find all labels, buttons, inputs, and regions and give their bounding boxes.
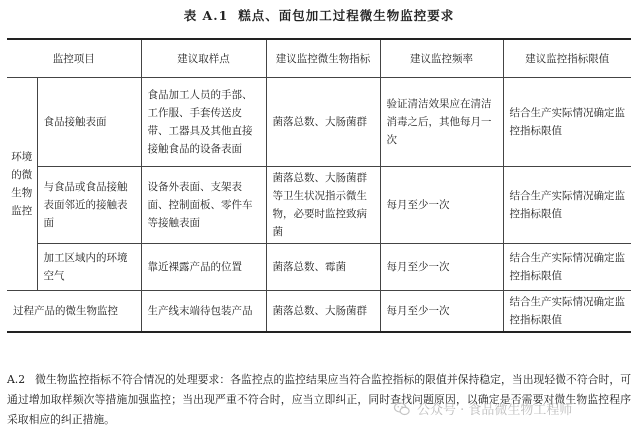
row-indicator-cell: 菌落总数、大肠菌群等卫生状况指示微生物，必要时监控致病菌 <box>266 167 380 244</box>
watermark <box>393 399 572 418</box>
row-indicator-cell: 菌落总数、霉菌 <box>266 244 380 291</box>
row-limit-cell: 结合生产实际情况确定监控指标限值 <box>503 167 631 244</box>
row-item-cell: 食品接触表面 <box>37 78 141 167</box>
row-indicator-cell: 菌落总数、大肠菌群 <box>266 78 380 167</box>
table-title-text: 糕点、面包加工过程微生物监控要求 <box>238 8 455 23</box>
row-sampling-cell: 设备外表面、支架表面、控制面板、零件车等接触表面 <box>141 167 266 244</box>
table-row <box>7 244 631 291</box>
table-row <box>7 167 631 244</box>
env-monitoring-group-cell: 环境的微生物监控 <box>7 78 37 291</box>
wechat-icon <box>393 400 411 418</box>
row-frequency-cell: 每月至少一次 <box>380 167 503 244</box>
process-frequency-cell: 每月至少一次 <box>380 291 503 333</box>
header-monitoring-item: 监控项目 <box>7 39 141 78</box>
row-item-cell: 加工区域内的环境空气 <box>37 244 141 291</box>
row-limit-cell: 结合生产实际情况确定监控指标限值 <box>503 244 631 291</box>
header-limit: 建议监控指标限值 <box>503 39 631 78</box>
watermark-text: 公众号 · 食品微生物工程师 <box>417 403 573 418</box>
header-indicator: 建议监控微生物指标 <box>266 39 380 78</box>
note-text: 微生物监控指标不符合情况的处理要求：各监控点的监控结果应当符合监控指标的限值并保持稳定，当出现轻微不符合时，可通过增加取样频次等措施加强监控；当出现严重不符合时，应当立即纠正，同时查找问题原因，以确定是否需要对微生物监控程序采取相应的纠正措施。 <box>7 373 631 426</box>
row-frequency-cell: 验证清洁效果应在清洁消毒之后，其他每月一次 <box>380 78 503 167</box>
table-row <box>7 78 631 167</box>
table-number: 表 A.1 <box>183 8 229 23</box>
row-item-cell: 与食品或食品接触表面邻近的接触表面 <box>37 167 141 244</box>
note-number: A.2 <box>7 373 26 386</box>
process-sampling-cell: 生产线末端待包装产品 <box>141 291 266 333</box>
table-row <box>7 291 631 333</box>
row-sampling-cell: 靠近裸露产品的位置 <box>141 244 266 291</box>
header-frequency: 建议监控频率 <box>380 39 503 78</box>
row-limit-cell: 结合生产实际情况确定监控指标限值 <box>503 78 631 167</box>
header-sampling-point: 建议取样点 <box>141 39 266 78</box>
process-indicator-cell: 菌落总数、大肠菌群 <box>266 291 380 333</box>
process-item-cell: 过程产品的微生物监控 <box>7 291 141 333</box>
process-limit-cell: 结合生产实际情况确定监控指标限值 <box>503 291 631 333</box>
table-header-row <box>7 39 631 78</box>
row-frequency-cell: 每月至少一次 <box>380 244 503 291</box>
monitoring-table <box>7 38 631 333</box>
row-sampling-cell: 食品加工人员的手部、工作服、手套传送皮带、工器具及其他直接接触食品的设备表面 <box>141 78 266 167</box>
table-title <box>0 6 638 24</box>
